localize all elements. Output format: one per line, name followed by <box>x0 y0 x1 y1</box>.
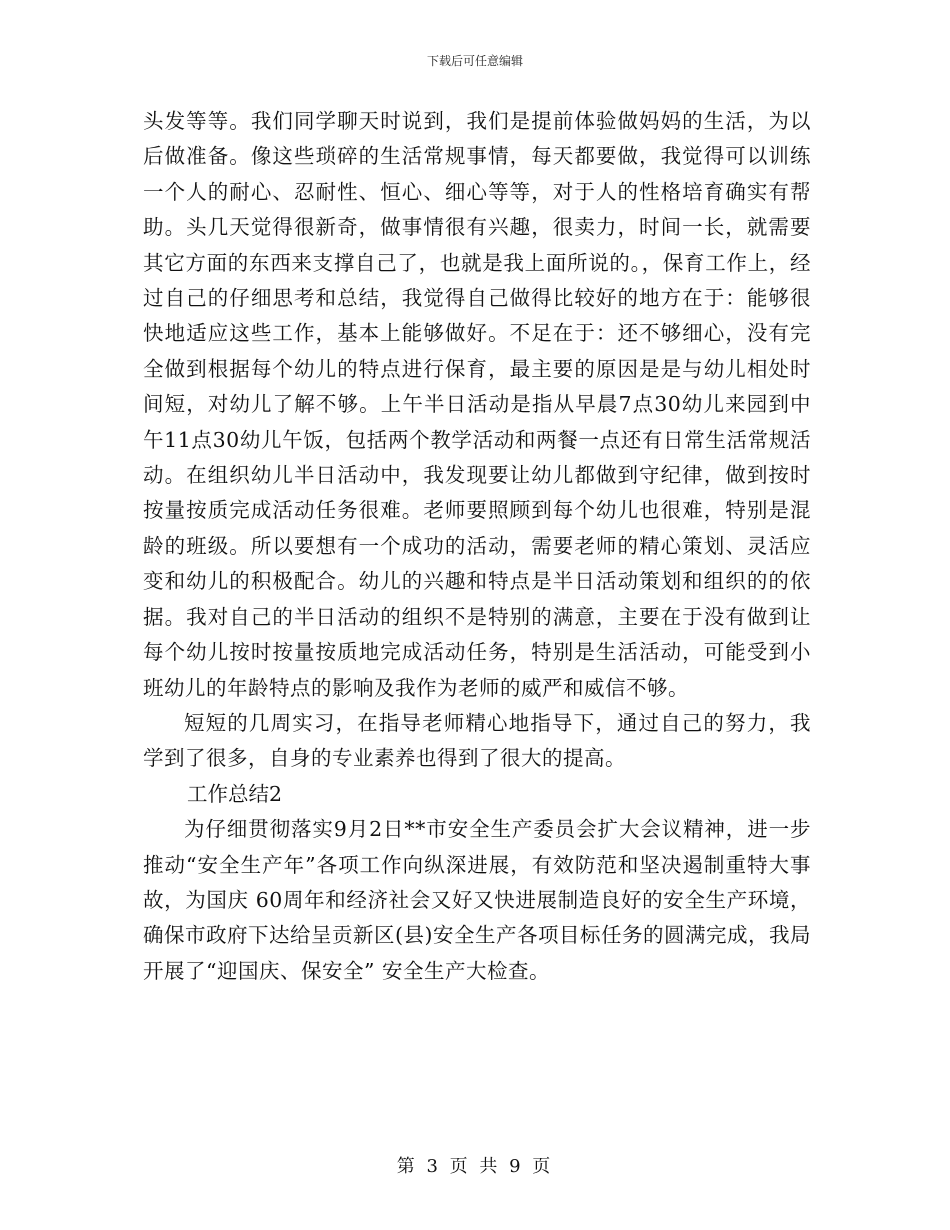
page-footer: 第 3 页 共 9 页 <box>396 1156 554 1177</box>
document-body <box>143 104 811 989</box>
page-header: 下载后可任意编辑 <box>426 54 523 68</box>
paragraph-3: 为仔细贯彻落实9月2日**市安全生产委员会扩大会议精神，进一步推动“安全生产年”各项工作向纵深进展，有效防范和坚决遏制重特大事故，为国庆 60周年和经济社会又好又快进展制造良好的安全生产环境，确保市政府下达给呈贡新区(县)安全生产各项目标任务的圆满完成，我局开展了“迎国庆、保安全” 安全生产大检查。 <box>143 817 811 983</box>
paragraph-2: 短短的几周实习，在指导老师精心地指导下，通过自己的努力，我学到了很多，自身的专业素养也得到了很大的提高。 <box>143 710 811 771</box>
paragraph-1: 头发等等。我们同学聊天时说到，我们是提前体验做妈妈的生活，为以后做准备。像这些琐碎的生活常规事情，每天都要做，我觉得可以训练一个人的耐心、忍耐性、恒心、细心等等，对于人的性格培育确实有帮助。头几天觉得很新奇，做事情很有兴趣，很卖力，时间一长，就需要其它方面的东西来支撑自己了，也就是我上面所说的。，保育工作上，经过自己的仔细思考和总结，我觉得自己做得比较好的地方在于：能够很快地适应这些工作，基本上能够做好。不足在于：还不够细心，没有完全做到根据每个幼儿的特点进行保育，最主要的原因是是与幼儿相处时间短，对幼儿了解不够。上午半日活动是指从早晨7点30幼儿来园到中午11点30幼儿午饭，包括两个教学活动和两餐一点还有日常生活常规活动。在组织幼儿半日活动中，我发现要让幼儿都做到守纪律，做到按时按量按质完成活动任务很难。老师要照顾到每个幼儿也很难，特别是混龄的班级。所以要想有一个成功的活动，需要老师的精心策划、灵活应变和幼儿的积极配合。幼儿的兴趣和特点是半日活动策划和组织的的依据。我对自己的半日活动的组织不是特别的满意，主要在于没有做到让每个幼儿按时按量按质地完成活动任务，特别是生活活动，可能受到小班幼儿的年龄特点的影响及我作为老师的威严和威信不够。 <box>143 109 811 700</box>
section-heading: 工作总结2 <box>187 781 283 806</box>
